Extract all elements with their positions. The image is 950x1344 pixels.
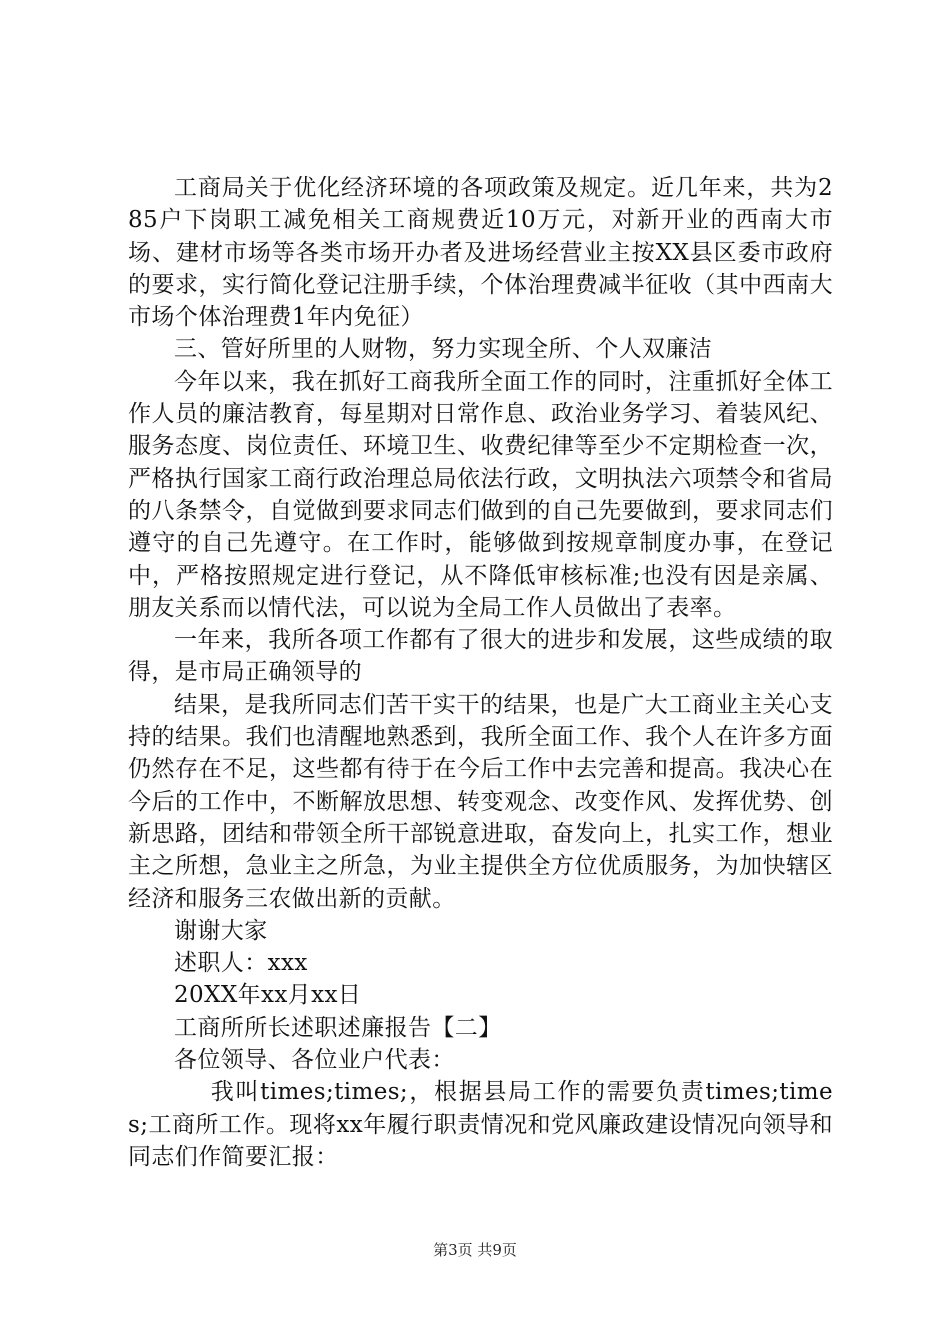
- report-two-title: 工商所所长述职述廉报告【二】: [174, 1014, 502, 1041]
- paragraph-policy-summary: 工商局关于优化经济环境的各项政策及规定。近几年来，共为285户下岗职工减免相关工商规费近10万元，对新开业的西南大市场、建材市场等各类市场开办者及进场经营业主按XX县区委市政府的要求，实行简化登记注册手续，个体治理费减半征收（其中西南大市场个体治理费1年内免征）: [128, 175, 833, 331]
- paragraph-achievements-result: 结果，是我所同志们苦干实干的结果，也是广大工商业主关心支持的结果。我们也清醒地熟悉到，我所全面工作、我个人在许多方面仍然存在不足，这些都有待于在今后工作中去完善和提高。我决心在今后的工作中，不断解放思想、转变观念、改变作风、发挥优势、创新思路，团结和带领全所干部锐意进取，奋发向上，扎实工作，想业主之所想，急业主之所急，为业主提供全方位优质服务，为加快辖区经济和服务三农做出新的贡献。: [128, 691, 833, 912]
- paragraph-self-introduction: 我叫times;times;，根据县局工作的需要负责times;times;工商所工作。现将xx年履行职责情况和党风廉政建设情况向领导和同志们作简要汇报：: [128, 1079, 833, 1170]
- document-body: [128, 172, 833, 1173]
- paragraph-achievements-intro: 一年来，我所各项工作都有了很大的进步和发展，这些成绩的取得，是市局正确领导的: [128, 627, 833, 686]
- date-line: 20XX年xx月xx日: [174, 982, 362, 1009]
- closing-thanks: 谢谢大家: [174, 917, 268, 944]
- section-heading-integrity: 三、管好所里的人财物，努力实现全所、个人双廉洁: [174, 336, 713, 363]
- page-number-footer: 第3页 共9页: [433, 1241, 517, 1259]
- salutation-line: 各位领导、各位业户代表：: [174, 1047, 455, 1074]
- reporter-line: 述职人：xxx: [174, 950, 308, 977]
- paragraph-integrity-education: 今年以来，我在抓好工商我所全面工作的同时，注重抓好全体工作人员的廉洁教育，每星期对日常作息、政治业务学习、着装风纪、服务态度、岗位责任、环境卫生、收费纪律等至少不定期检查一次，严格执行国家工商行政治理总局依法行政，文明执法六项禁令和省局的八条禁令，自觉做到要求同志们做到的自己先要做到，要求同志们遵守的自己先遵守。在工作时，能够做到按规章制度办事，在登记中，严格按照规定进行登记，从不降低审核标准;也没有因是亲属、朋友关系而以情代法，可以说为全局工作人员做出了表率。: [128, 368, 833, 621]
